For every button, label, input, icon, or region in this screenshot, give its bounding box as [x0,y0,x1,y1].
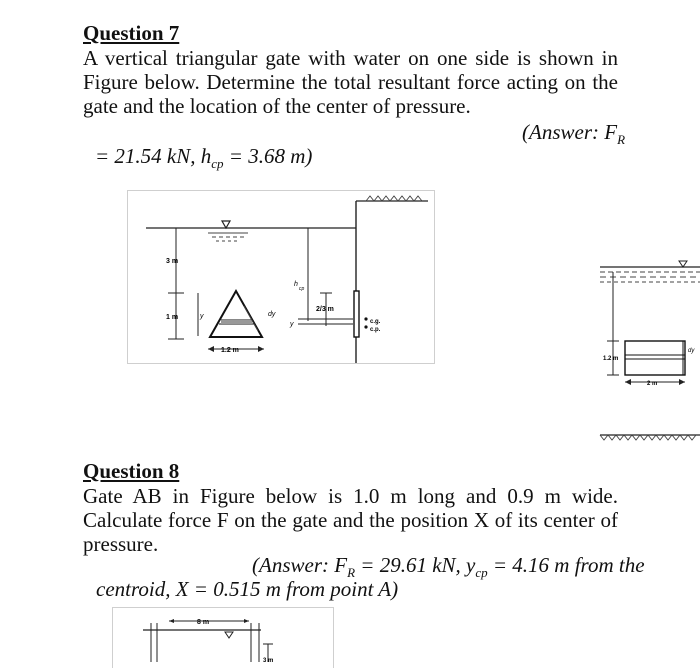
label-side-width: 2 m [647,381,658,387]
label-height: 1 m [166,314,179,321]
answer-subscript: cp [475,565,488,581]
question-8-line-3: pressure. [83,532,159,556]
label-y-2: y [290,321,294,328]
label-depth: 3 m [166,258,179,265]
label-dy: dy [268,311,276,318]
label-side-dy: dy [688,348,695,354]
figure-rectangular-gate-drawing [595,255,700,445]
label-cg: c.g. [370,319,381,325]
label-y: y [200,313,204,320]
label-base: 1.2 m [221,347,239,354]
question-7-line-2: Figure below. Determine the total resultant force acting on the [83,70,618,94]
question-8-heading: Question 8 [83,459,180,483]
figure-gate-ab [112,607,334,668]
answer-text: = 4.16 m from the [487,553,645,577]
answer-text: = 29.61 kN, y [355,553,476,577]
question-8-line-1: Gate AB in Figure below is 1.0 m long and 0.9 m wide. [83,484,618,508]
figure-triangular-gate-drawing [128,191,434,363]
question-8-answer-line-2: centroid, X = 0.515 m from point A) [96,577,399,601]
question-8-line-2: Calculate force F on the gate and the position X of its center of [83,508,618,532]
question-7-line-3: gate and the location of the center of pressure. [83,94,471,118]
question-7-heading: Question 7 [83,21,180,45]
answer-text: = 3.68 m) [223,144,313,168]
question-7-answer-start [522,121,625,151]
answer-subscript: cp [211,156,224,172]
figure-rectangular-gate-partial [595,255,700,445]
figure-triangular-gate [127,190,435,364]
answer-subscript: R [347,565,356,581]
label-hcp-sub: cp [299,286,305,292]
label-two-thirds: 2/3 m [316,306,334,313]
question-7-answer-continued [95,145,312,175]
figure-gate-ab-drawing [113,608,333,662]
answer-text: (Answer: F [522,120,618,144]
label-cp: c.p. [370,327,381,333]
answer-text: = 21.54 kN, h [95,144,212,168]
answer-subscript: R [617,132,626,148]
question-7-line-1: A vertical triangular gate with water on one side is shown in [83,46,618,70]
label-side-height: 1.2 m [603,356,619,362]
label-hcp: h [294,281,298,288]
label-8m: 8 m [197,619,210,626]
label-3m: 3 m [263,658,274,662]
answer-text: (Answer: F [252,553,348,577]
